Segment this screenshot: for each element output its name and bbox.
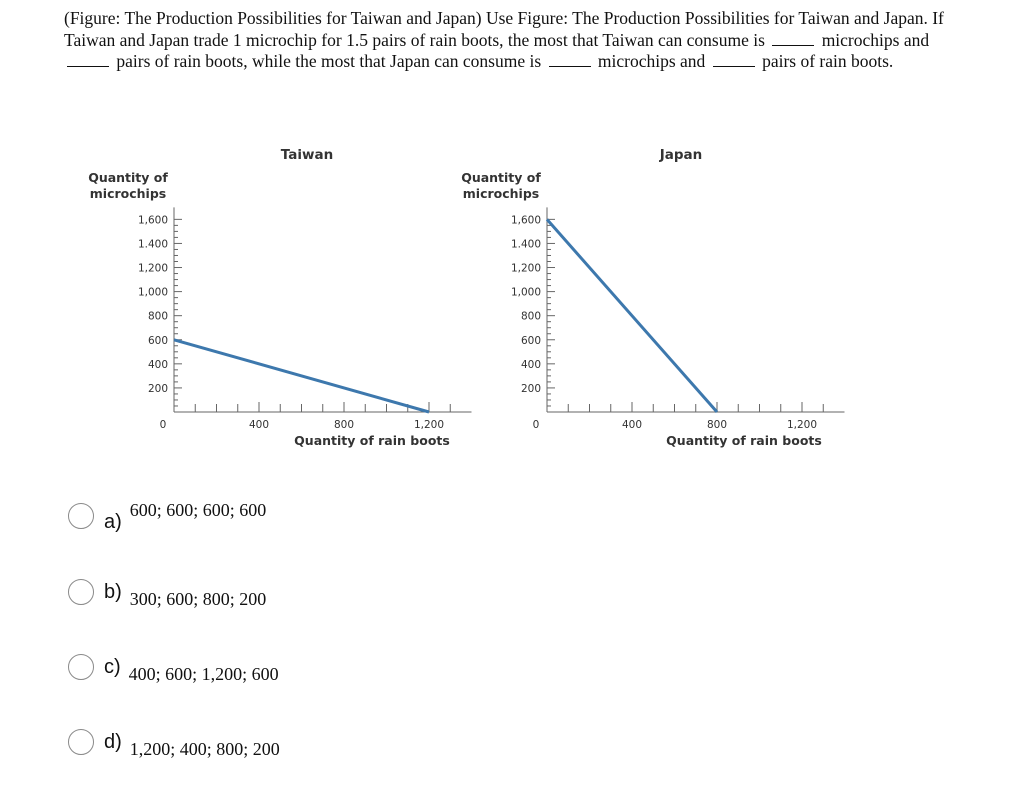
japan-y-tick-label: 200 xyxy=(520,382,541,395)
taiwan-x-tick-label: 800 xyxy=(333,419,355,431)
taiwan-chart xyxy=(88,147,471,448)
answer-blank-4 xyxy=(713,52,755,67)
japan-chart-title: Japan xyxy=(659,147,703,163)
ppf-figure xyxy=(0,130,1024,470)
japan-chart xyxy=(461,147,844,448)
taiwan-y-tick-label: 800 xyxy=(147,310,168,323)
japan-x-tick-label: 1,200 xyxy=(786,419,818,431)
taiwan-y-tick-label: 1.400 xyxy=(137,238,168,251)
option-a[interactable] xyxy=(68,499,267,533)
option-b-letter: b) xyxy=(104,580,122,603)
option-a-radio[interactable] xyxy=(68,503,94,529)
taiwan-chart-title: Taiwan xyxy=(280,147,334,163)
japan-x-tick-label: 0 xyxy=(532,419,540,431)
question-text xyxy=(64,8,964,73)
taiwan-y-tick-label: 400 xyxy=(147,358,168,371)
option-d-text: 1,200; 400; 800; 200 xyxy=(129,738,280,759)
japan-y-tick-label: 1,200 xyxy=(510,262,541,275)
taiwan-x-tick-label: 1,200 xyxy=(413,419,445,431)
answer-blank-2 xyxy=(67,52,109,67)
question-part-5: pairs of rain boots. xyxy=(762,51,894,71)
taiwan-y-tick-label: 1,200 xyxy=(137,262,168,275)
taiwan-y-tick-label: 200 xyxy=(147,382,168,395)
question-part-1: (Figure: The Production Possibilities for Taiwan and Japan) Use Figure: The Production Possibilities for Taiwan and Japan. If Taiwan and Japan trade 1 microchip for 1.5 pairs of rain boots, the most that Taiwan can consume is xyxy=(64,8,944,50)
question-part-2: microchips and xyxy=(821,29,930,50)
option-b[interactable] xyxy=(68,579,267,609)
taiwan-x-tick-label: 400 xyxy=(248,419,270,431)
option-a-text: 600; 600; 600; 600 xyxy=(129,499,267,520)
option-c-text: 400; 600; 1,200; 600 xyxy=(128,663,279,684)
option-d[interactable] xyxy=(68,729,280,759)
japan-y-tick-label: 800 xyxy=(520,310,541,323)
answer-blank-1 xyxy=(772,31,814,46)
japan-y-tick-label: 400 xyxy=(520,358,541,371)
japan-ppf-line xyxy=(547,219,717,412)
japan-x-tick-label: 400 xyxy=(621,419,643,431)
taiwan-x-axis-label: Quantity of rain boots xyxy=(294,433,450,448)
taiwan-y-axis-label-line-2: microchips xyxy=(89,186,167,201)
taiwan-y-tick-label: 1,000 xyxy=(137,286,168,299)
question-part-3: pairs of rain boots, while the most that Japan can consume is xyxy=(116,51,542,71)
japan-x-axis-label: Quantity of rain boots xyxy=(666,433,822,448)
taiwan-y-tick-label: 1,600 xyxy=(137,214,168,227)
question-part-4: microchips and xyxy=(597,51,706,71)
answer-blank-3 xyxy=(549,52,591,67)
japan-y-axis-label-line-2: microchips xyxy=(462,186,540,201)
japan-x-tick-label: 800 xyxy=(706,419,728,431)
option-b-radio[interactable] xyxy=(68,579,94,605)
taiwan-x-tick-label: 0 xyxy=(159,419,167,431)
japan-y-tick-label: 1.400 xyxy=(510,238,541,251)
japan-y-axis-label-line-1: Quantity of xyxy=(461,170,541,185)
option-d-letter: d) xyxy=(104,730,122,753)
taiwan-ppf-line xyxy=(174,340,429,412)
japan-y-tick-label: 600 xyxy=(520,334,541,347)
taiwan-y-axis-label-line-1: Quantity of xyxy=(88,170,168,185)
option-c-radio[interactable] xyxy=(68,654,94,680)
option-d-radio[interactable] xyxy=(68,729,94,755)
option-c-letter: c) xyxy=(104,655,121,678)
option-b-text: 300; 600; 800; 200 xyxy=(129,588,267,609)
japan-y-tick-label: 1,600 xyxy=(510,214,541,227)
option-c[interactable] xyxy=(68,654,279,684)
japan-y-tick-label: 1,000 xyxy=(510,286,541,299)
option-a-letter: a) xyxy=(104,510,122,533)
taiwan-y-tick-label: 600 xyxy=(147,334,168,347)
